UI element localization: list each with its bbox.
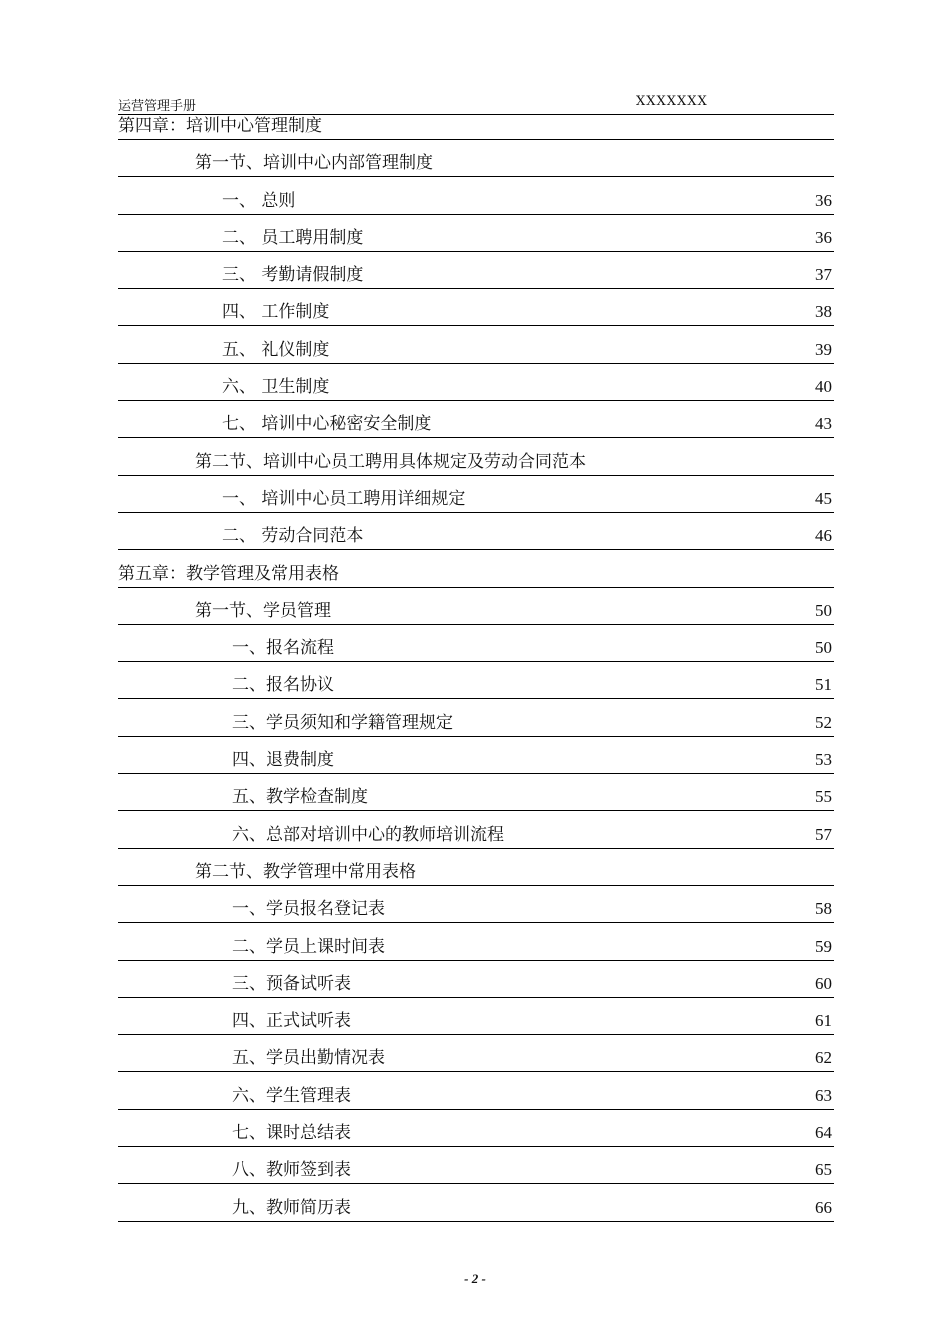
toc-entry-page-number: 36 (815, 190, 832, 210)
toc-entry-item-b[interactable] (118, 1184, 834, 1221)
toc-entry-item-b[interactable] (118, 923, 834, 960)
toc-entry-page-number: 37 (815, 265, 832, 285)
toc-entry-page-number: 57 (815, 824, 832, 844)
toc-entry-label: 八、教师签到表 (232, 1160, 351, 1181)
toc-entry-label: 六、学生管理表 (232, 1085, 351, 1106)
toc-entry-item-b[interactable] (118, 886, 834, 923)
toc-entry-item-a[interactable] (118, 252, 834, 289)
toc-entry-label: 五、 礼仪制度 (222, 339, 330, 360)
toc-entry-page-number: 65 (815, 1160, 832, 1180)
toc-entry-item-a[interactable] (118, 289, 834, 326)
toc-entry-item-b[interactable] (118, 961, 834, 998)
toc-entry-item-a[interactable] (118, 177, 834, 214)
toc-entry-label: 六、总部对培训中心的教师培训流程 (232, 824, 504, 845)
toc-entry-page-number: 51 (815, 675, 832, 695)
toc-entry-label: 第五章：教学管理及常用表格 (118, 563, 339, 584)
toc-entry-item-a[interactable] (118, 401, 834, 438)
toc-entry-item-b[interactable] (118, 1147, 834, 1184)
toc-entry-page-number: 62 (815, 1048, 832, 1068)
toc-entry-label: 二、学员上课时间表 (232, 936, 385, 957)
toc-entry-label: 第二节、培训中心员工聘用具体规定及劳动合同范本 (195, 451, 586, 472)
toc-entry-page-number: 39 (815, 339, 832, 359)
toc-entry-section[interactable] (118, 588, 834, 625)
toc-entry-item-b[interactable] (118, 811, 834, 848)
toc-entry-section[interactable] (118, 849, 834, 886)
toc-entry-item-b[interactable] (118, 1110, 834, 1147)
toc-entry-page-number: 64 (815, 1123, 832, 1143)
toc-entry-label: 二、 员工聘用制度 (222, 227, 364, 248)
toc-entry-item-a[interactable] (118, 513, 834, 550)
toc-entry-label: 三、预备试听表 (232, 973, 351, 994)
toc-entry-page-number: 55 (815, 787, 832, 807)
toc-entry-label: 六、 卫生制度 (222, 377, 330, 398)
toc-entry-item-b[interactable] (118, 998, 834, 1035)
toc-entry-label: 二、报名协议 (232, 675, 334, 696)
toc-entry-label: 一、学员报名登记表 (232, 899, 385, 920)
toc-entry-item-b[interactable] (118, 625, 834, 662)
toc-entry-item-a[interactable] (118, 215, 834, 252)
toc-entry-chapter[interactable] (118, 550, 834, 587)
toc-entry-item-a[interactable] (118, 364, 834, 401)
toc-entry-label: 三、 考勤请假制度 (222, 265, 364, 286)
toc-entry-item-b[interactable] (118, 1072, 834, 1109)
toc-entry-page-number: 50 (815, 600, 832, 620)
toc-entry-label: 五、教学检查制度 (232, 787, 368, 808)
toc-entry-label: 第二节、教学管理中常用表格 (195, 861, 416, 882)
toc-entry-item-a[interactable] (118, 326, 834, 363)
toc-entry-page-number: 63 (815, 1085, 832, 1105)
table-of-contents (118, 116, 834, 1222)
toc-entry-label: 五、学员出勤情况表 (232, 1048, 385, 1069)
toc-entry-item-b[interactable] (118, 662, 834, 699)
toc-entry-item-a[interactable] (118, 476, 834, 513)
header-title: 运营管理手册 (118, 99, 197, 114)
toc-entry-label: 七、课时总结表 (232, 1123, 351, 1144)
toc-entry-label: 第四章：培训中心管理制度 (118, 116, 322, 136)
toc-entry-label: 第一节、培训中心内部管理制度 (195, 153, 433, 174)
toc-entry-page-number: 61 (815, 1011, 832, 1031)
toc-entry-page-number: 43 (815, 414, 832, 434)
toc-entry-page-number: 66 (815, 1197, 832, 1217)
toc-entry-section[interactable] (118, 140, 834, 177)
toc-entry-page-number: 59 (815, 936, 832, 956)
toc-entry-label: 一、 总则 (222, 190, 296, 211)
toc-entry-page-number: 53 (815, 750, 832, 770)
toc-entry-item-b[interactable] (118, 737, 834, 774)
toc-entry-page-number: 58 (815, 899, 832, 919)
header-code: XXXXXXX (636, 94, 708, 109)
toc-entry-item-b[interactable] (118, 1035, 834, 1072)
toc-entry-page-number: 38 (815, 302, 832, 322)
toc-entry-label: 七、 培训中心秘密安全制度 (222, 414, 432, 435)
toc-entry-page-number: 60 (815, 973, 832, 993)
toc-entry-label: 第一节、学员管理 (195, 600, 331, 621)
toc-entry-page-number: 36 (815, 227, 832, 247)
page-number: - 2 - (464, 1271, 486, 1286)
toc-entry-page-number: 52 (815, 712, 832, 732)
toc-entry-item-b[interactable] (118, 774, 834, 811)
toc-entry-page-number: 40 (815, 377, 832, 397)
toc-entry-label: 二、 劳动合同范本 (222, 526, 364, 547)
toc-entry-page-number: 50 (815, 638, 832, 658)
toc-entry-label: 三、学员须知和学籍管理规定 (232, 712, 453, 733)
toc-entry-label: 一、 培训中心员工聘用详细规定 (222, 488, 466, 509)
toc-entry-page-number: 46 (815, 526, 832, 546)
toc-entry-page-number: 45 (815, 488, 832, 508)
toc-entry-label: 一、报名流程 (232, 638, 334, 659)
toc-entry-label: 四、退费制度 (232, 750, 334, 771)
toc-entry-item-b[interactable] (118, 699, 834, 736)
toc-entry-label: 四、正式试听表 (232, 1011, 351, 1032)
toc-entry-chapter[interactable] (118, 116, 834, 140)
toc-entry-label: 九、教师简历表 (232, 1197, 351, 1218)
toc-entry-section[interactable] (118, 438, 834, 475)
toc-entry-label: 四、 工作制度 (222, 302, 330, 323)
